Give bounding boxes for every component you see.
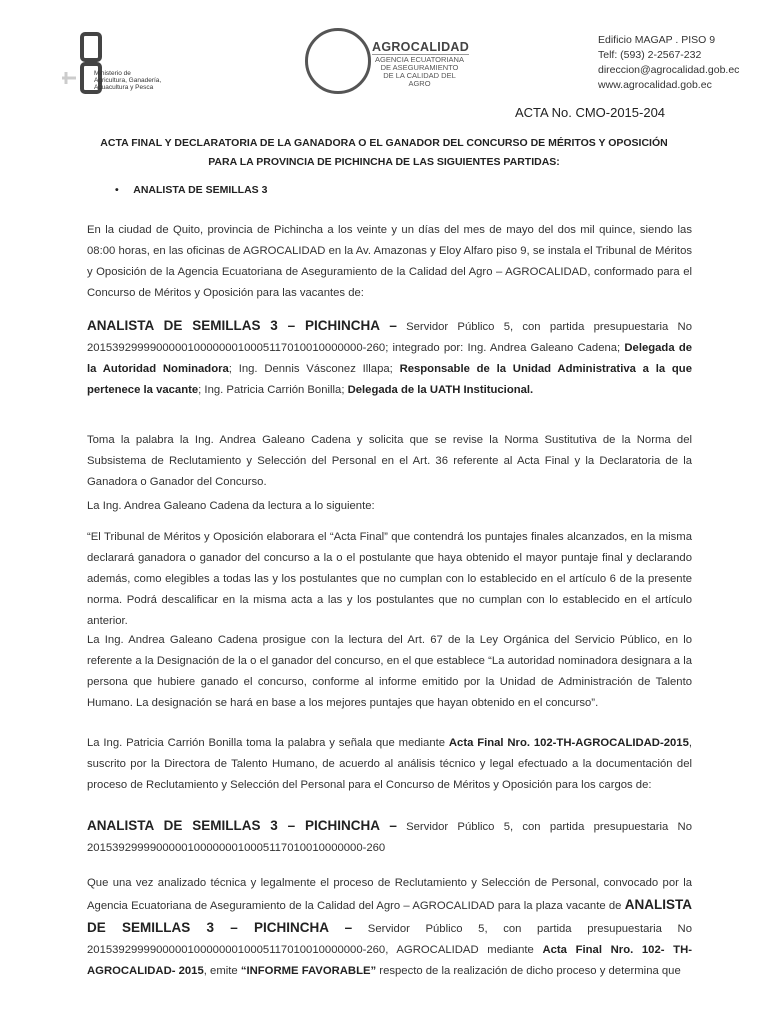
bold-text: Responsable de la Unidad Administrativa a la que pertenece la vacante xyxy=(87,363,692,396)
agrocalidad-logo xyxy=(305,28,371,94)
paragraph xyxy=(87,220,692,304)
text-segment: La Ing. Patricia Carrión Bonilla toma la palabra y señala que mediante xyxy=(87,737,449,749)
email-link[interactable]: direccion@agrocalidad.gob.ec xyxy=(598,64,740,76)
bullet-text: ANALISTA DE SEMILLAS 3 xyxy=(133,184,268,196)
paragraph xyxy=(87,630,692,714)
text-segment: , suscrito por la Directora de Talento Humano, de acuerdo al análisis técnico y legal efectuado a la documentación del proceso de Reclutamiento y Selección del Personal para el Concurso de Méritos y Oposición para los cargos de: xyxy=(87,737,692,791)
document-title-line2: PARA LA PROVINCIA DE PICHINCHA DE LAS SIGUIENTES PARTIDAS: xyxy=(208,156,560,168)
acta-number: ACTA No. CMO-2015-204 xyxy=(515,105,666,120)
bold-text: Delegada de la Autoridad Nominadora xyxy=(87,342,693,375)
bold-text: Acta Final Nro. 102- TH-AGROCALIDAD- 2015 xyxy=(87,944,692,977)
document-title-line1: ACTA FINAL Y DECLARATORIA DE LA GANADORA O EL GANADOR DEL CONCURSO DE MÉRITOS Y OPOSICIÓN xyxy=(100,137,668,149)
text-segment: respecto de la realización de dicho proceso y determina que xyxy=(376,965,681,977)
text-segment: La Ing. Andrea Galeano Cadena da lectura a lo siguiente: xyxy=(87,500,375,512)
bold-text: Delegada de la UATH Institucional. xyxy=(347,384,534,396)
paragraph xyxy=(87,430,692,493)
bold-text: ANALISTA DE SEMILLAS 3 – PICHINCHA – xyxy=(87,318,397,333)
text-segment: Servidor Público 5, con partida presupuestaria No 20153929999000001000000010005117010010000000-260; integrado por: Ing. Andrea Galeano Cadena; xyxy=(87,321,693,354)
paragraph xyxy=(87,815,692,859)
contact-info xyxy=(598,33,739,93)
ministry-line: Ministerio de xyxy=(94,70,131,77)
text-segment: Toma la palabra la Ing. Andrea Galeano Cadena y solicita que se revise la Norma Sustitutiva de la Norma del Subsistema de Reclutamiento y Selección del Personal en el Art. 36 referente al Acta Final y la Declaratoria de la Ganadora o Ganador del Concurso. xyxy=(87,434,692,488)
text-segment: ; Ing. Patricia Carrión Bonilla; xyxy=(198,384,348,396)
text-segment: “El Tribunal de Méritos y Oposición elaborara el “Acta Final” que contendrá los puntajes finales alcanzados, en la misma declarará ganadora o ganador del concurso a la o el postulante que haya obtenido el mayor puntaje final y declarando además, como elegibles a todas las y los postulantes que no cumplan con lo establecido en el artículo 6 de la presente norma. Podrá descalificar en la misma acta a las y los postulantes que no cumplan con lo establecido en el artículo anterior. xyxy=(87,531,692,627)
ministry-name xyxy=(94,70,161,91)
paragraph xyxy=(87,496,692,517)
bullet-item: • ANALISTA DE SEMILLAS 3 xyxy=(115,184,268,196)
text-segment: En la ciudad de Quito, provincia de Pichincha a los veinte y un días del mes de mayo del dos mil quince, siendo las 08:00 horas, en las oficinas de AGROCALIDAD en la Av. Amazonas y Eloy Alfaro piso 9, se instala el Tribunal de Méritos y Oposición de la Agencia Ecuatoriana de Aseguramiento de la Calidad del Agro – AGROCALIDAD, conformado para el Concurso de Méritos y Oposición para las vacantes de: xyxy=(87,224,692,299)
agency-subtitle xyxy=(372,56,467,88)
agency-sub-line: DE ASEGURAMIENTO xyxy=(380,63,459,72)
paragraph xyxy=(87,315,692,401)
website-link[interactable]: www.agrocalidad.gob.ec xyxy=(598,79,712,91)
agency-sub-line: AGENCIA ECUATORIANA xyxy=(375,55,464,64)
address: Edificio MAGAP . PISO 9 xyxy=(598,34,716,46)
bold-text: ANALISTA DE SEMILLAS 3 – PICHINCHA – xyxy=(87,897,692,935)
paragraph xyxy=(87,873,692,982)
text-segment: Servidor Público 5, con partida presupuestaria No 20153929999000001000000010005117010010000000-260, AGROCALIDAD mediante xyxy=(87,923,692,956)
bold-text: “INFORME FAVORABLE” xyxy=(240,965,377,977)
ministry-line: Acuacultura y Pesca xyxy=(94,84,154,91)
agency-name: AGROCALIDAD xyxy=(372,40,470,54)
text-segment: ; Ing. Dennis Vásconez Illapa; xyxy=(228,363,400,375)
phone: Telf: (593) 2-2567-232 xyxy=(598,49,702,61)
paragraph xyxy=(87,733,692,796)
text-segment: , emite xyxy=(203,965,241,977)
text-segment: Servidor Público 5, con partida presupuestaria No 20153929999000001000000010005117010010000000-260 xyxy=(87,821,693,854)
paragraph xyxy=(87,527,692,632)
text-segment: La Ing. Andrea Galeano Cadena prosigue con la lectura del Art. 67 de la Ley Orgánica del Servicio Público, en lo referente a la Designación de la o el ganador del concurso, en el que establece “La autoridad nominadora designara a la persona que hubiere ganado el concurso, conforme al informe emitido por la Unidad de Administración de Talento Humano. La designación se hará en base a los mejores puntajes que hayan obtenido en el concurso”. xyxy=(87,634,692,709)
agency-sub-line: DE LA CALIDAD DEL AGRO xyxy=(383,71,456,88)
ministry-line: Agricultura, Ganadería, xyxy=(94,77,162,84)
bold-text: Acta Final Nro. 102-TH-AGROCALIDAD-2015 xyxy=(448,737,689,749)
bold-text: ANALISTA DE SEMILLAS 3 – PICHINCHA – xyxy=(87,818,397,833)
text-segment: Que una vez analizado técnica y legalmente el proceso de Reclutamiento y Selección de Personal, convocado por la Agencia Ecuatoriana de Aseguramiento de la Calidad del Agro – AGROCALIDAD para la plaza vacante de xyxy=(87,877,692,912)
